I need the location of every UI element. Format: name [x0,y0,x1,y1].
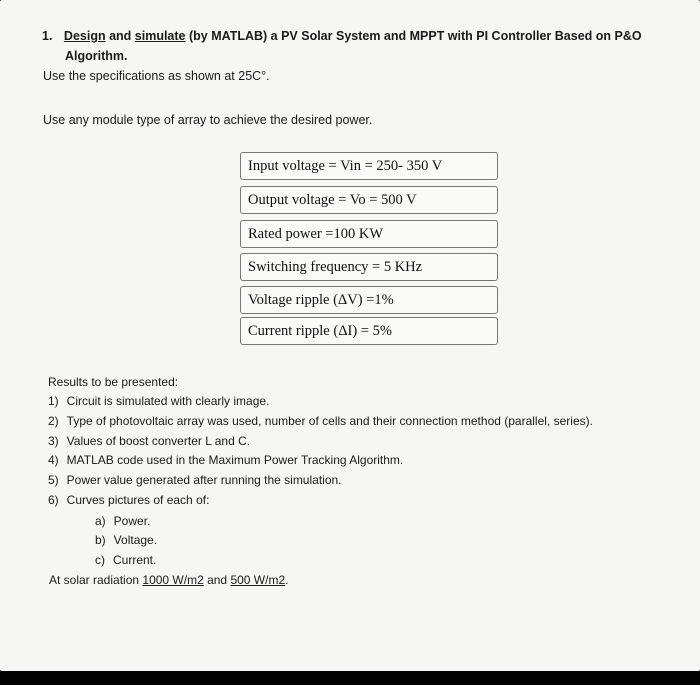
spec-output-voltage: Output voltage = Vo = 500 V [240,186,498,214]
list-item: 6) Curves pictures of each of: [48,493,210,507]
question-number: 1. [42,29,53,43]
question-title [42,29,642,43]
sub-item-current: c) Current. [95,553,157,567]
list-item: 1) Circuit is simulated with clearly image. [48,394,270,408]
list-item: 4) MATLAB code used in the Maximum Power Tracking Algorithm. [48,453,404,467]
list-item: 5) Power value generated after running the simulation. [48,473,342,487]
and-word: and [105,29,135,43]
spec-current-ripple: Current ripple (ΔI) = 5% [240,317,498,345]
radiation-500: 500 W/m2 [230,573,286,587]
title-line-2: Algorithm. [65,49,128,63]
solar-radiation-line: At solar radiation 1000 W/m2 and 500 W/m2. [49,573,289,587]
list-item: 3) Values of boost converter L and C. [48,434,251,448]
title-rest: (by MATLAB) a PV Solar System and MPPT with PI Controller Based on P&O [185,29,642,43]
spec-note: Use the specifications as shown at 25C°. [43,69,270,83]
sub-item-power: a) Power. [95,514,151,528]
list-item: 2) Type of photovoltaic array was used, number of cells and their connection method (parallel, series). [48,414,593,428]
spec-voltage-ripple: Voltage ripple (ΔV) =1% [240,286,498,314]
simulate-word: simulate [134,29,186,43]
spec-rated-power: Rated power =100 KW [240,220,498,248]
spec-input-voltage: Input voltage = Vin = 250- 350 V [240,152,498,180]
radiation-1000: 1000 W/m2 [142,573,204,587]
results-heading: Results to be presented: [48,375,179,389]
spec-switching-frequency: Switching frequency = 5 KHz [240,253,498,281]
design-word: Design [63,29,106,43]
module-note: Use any module type of array to achieve the desired power. [43,113,373,127]
sub-item-voltage: b) Voltage. [95,533,158,547]
